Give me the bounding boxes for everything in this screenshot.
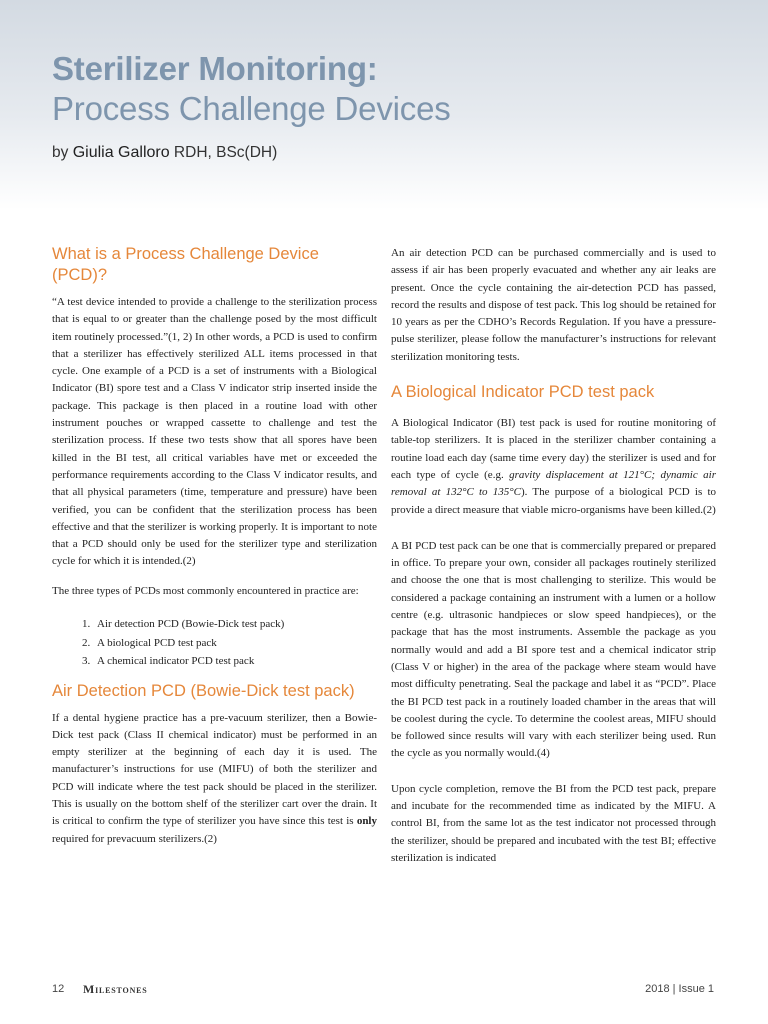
emphasis-only: only [356,815,377,828]
list-item: 3. A chemical indicator PCD test pack [82,655,255,668]
paragraph-bowie-dick: If a dental hygiene practice has a pre-vacuum sterilizer, then a Bowie-Dick test pack (Class II chemical indicator) must be performed in an empty sterilizer at the beginning of each day it is used. The manufacturer’s instructions for use (MIFU) of both the sterilizer and PCD will indicate where the test pack should be placed in the sterilizer. This is usually on the bottom shelf of the sterilizer cart over the drain. It is critical to confirm the type of sterilizer you have since this test is only required for prevacuum sterilizers.(2) [52,711,377,845]
byline [52,144,277,162]
paragraph-bi-pcd-preparation: A BI PCD test pack can be one that is commercially prepared or prepared in office. To prepare your own, consider all packages routinely sterilized and choose the one that is most challenging to sterilize. This would be considered a package containing an instrument with a lumen or a hollow centre (e.g. ultrasonic handpieces or slow speed handpieces), or the package that has the most instruments. Assemble the package as you normally would and add a BI spore test and a chemical indicator strip (Class V or higher) in the area of the package where steam would have most difficulty penetrating. Seal the package and label it as “PCD”. Place the BI PCD test pack in a routinely loaded chamber in the areas that will be coolest during the cycle. To determine the coolest areas, MIFU should be followed since results will vary with each sterilizer being used. Run the cycle as you normally would.(4) [391,539,716,760]
paragraph-cycle-completion: Upon cycle completion, remove the BI from the PCD test pack, prepare and incubate for the recommended time as indicated by the MIFU. A control BI, from the same lot as the test indicator not processed through the sterilizer, should be prepared and incubated with the test BI; effective sterilization is indicated [391,782,716,864]
article-subtitle: Process Challenge Devices [52,90,451,127]
pcd-types-list [52,615,377,671]
author-name: Giulia Galloro [72,144,170,161]
magazine-name: Milestones [83,982,148,996]
page-number: 12 [52,983,65,995]
byline-prefix: by [52,144,73,161]
issue-label: 2018 | Issue 1 [645,983,714,995]
right-column [391,245,716,867]
article-title: Sterilizer Monitoring: [52,50,378,87]
list-item: 2. A biological PCD test pack [82,636,217,649]
section-heading-what-is-pcd: What is a Process Challenge Device (PCD)? [52,245,319,284]
cycle-examples: gravity displacement at 121°C; dynamic air removal at 132°C to 135°C [391,468,716,499]
author-credentials: RDH, BSc(DH) [169,144,278,161]
list-item: 1. Air detection PCD (Bowie-Dick test pack) [82,618,285,631]
left-column [52,244,377,848]
paragraph-bi-test-pack: A Biological Indicator (BI) test pack is used for routine monitoring of table-top sterilizers. It is placed in the sterilizer chamber containing a routine load each day (same time every day) the sterilizer is used and for each type of cycle (e.g. gravity displacement at 121°C; dynamic air removal at 132°C to 135°C). The purpose of a biological PCD is to provide a direct measure that viable micro-organisms have been killed.(2) [391,417,716,516]
section-heading-air-detection: Air Detection PCD (Bowie-Dick test pack) [52,681,355,700]
section-heading-biological-indicator: A Biological Indicator PCD test pack [391,383,655,402]
paragraph-air-detection-pcd: An air detection PCD can be purchased commercially and is used to assess if air has been properly evacuated and whether any air leaks are present. Once the cycle containing the air-detection PCD has passed, record the results and dispose of test pack. This log should be retained for 10 years as per the CDHO’s Records Regulation. If you have a pressure-pulse sterilizer, please follow the manufacturer’s instructions for relevant sterilization monitoring tests. [391,247,716,363]
paragraph-pcd-definition: “A test device intended to provide a challenge to the sterilization process that is equal to or greater than the challenge posed by the most difficult item routinely processed.”(1, 2) In other words, a PCD is used to confirm that a sterilizer has effectively sterilized ALL items processed in that cycle. One example of a PCD is a set of instruments with a Biological Indicator (BI) spore test and a Class V indicator strip inserted inside the package. This package is then placed in a routine load with other instrument pouches or wrapped cassette to challenge and test the sterilization process. If these two tests show that all spores have been killed in the BI test, all critical variables have met or exceeded the performance requirements according to the Class V indicator results, and that all physical parameters (time, temperature and pressure) have been verified, you can be confident that the sterilization process has been effective and that the sterilizer is working properly. It is important to note that a PCD should only be used for the sterilizer type and sterilization cycle for which it is intended.(2) [52,296,377,568]
paragraph-pcd-types-intro: The three types of PCDs most commonly encountered in practice are: [52,584,359,597]
